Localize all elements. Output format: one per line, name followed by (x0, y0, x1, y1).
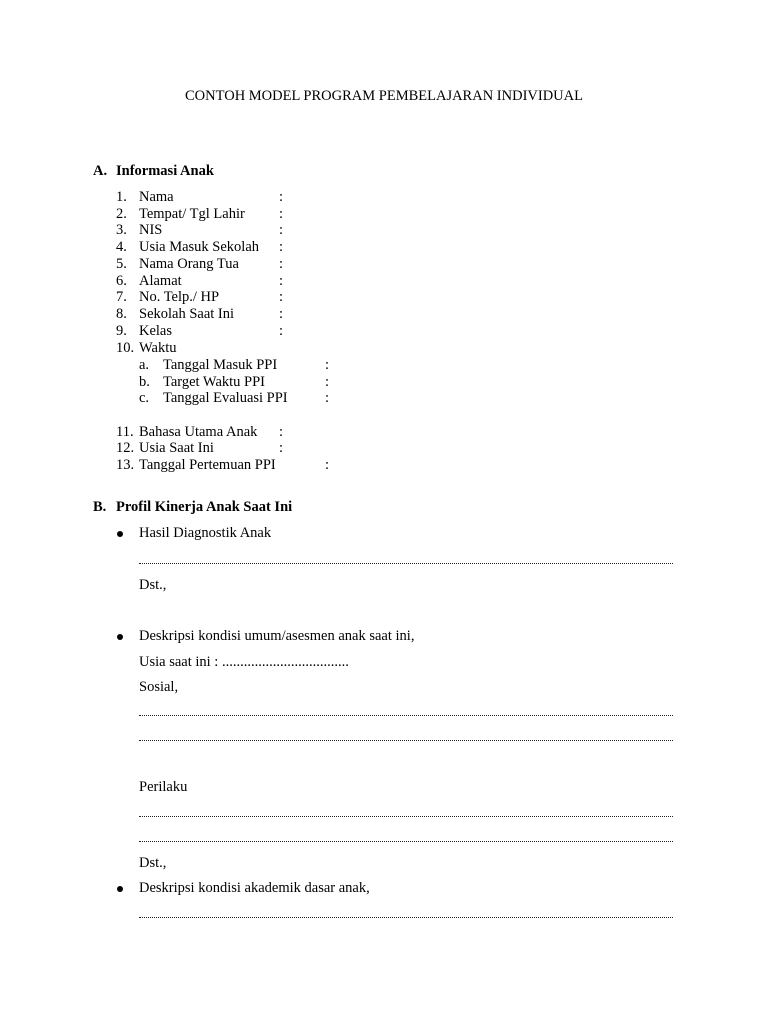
item-number: 5. (116, 256, 127, 272)
item-number: 8. (116, 306, 127, 322)
item-label: Nama Orang Tua (139, 256, 239, 272)
item-colon: : (279, 289, 284, 305)
bullet-icon (117, 634, 123, 640)
dotted-fill-line (139, 917, 673, 918)
item-number: 6. (116, 273, 127, 289)
section-b-heading: Profil Kinerja Anak Saat Ini (116, 499, 293, 515)
sosial-label: Sosial, (139, 679, 179, 695)
bullet-icon (117, 531, 123, 537)
sub-item-colon: : (325, 357, 330, 373)
item-number: 2. (116, 206, 127, 222)
sub-item-letter: c. (139, 390, 150, 406)
item-label: Nama (139, 189, 174, 205)
section-a-heading: Informasi Anak (116, 163, 214, 179)
dotted-fill-line (139, 563, 673, 564)
sub-item-letter: b. (139, 374, 150, 390)
sub-item-label: Tanggal Masuk PPI (163, 357, 278, 373)
item-label: Alamat (139, 273, 182, 289)
sub-item-colon: : (325, 374, 330, 390)
sub-item-label: Tanggal Evaluasi PPI (163, 390, 288, 406)
dst-text: Dst., (139, 855, 167, 871)
document-title: CONTOH MODEL PROGRAM PEMBELAJARAN INDIVIDUAL (185, 88, 583, 104)
item-colon: : (279, 306, 284, 322)
item-label: Waktu (139, 340, 177, 356)
bullet-text: Deskripsi kondisi umum/asesmen anak saat ini, (139, 628, 415, 644)
item-label: NIS (139, 222, 163, 238)
bullet-icon (117, 886, 123, 892)
item-label: Usia Saat Ini (139, 440, 214, 456)
sub-item-letter: a. (139, 357, 150, 373)
usia-label: Usia saat ini : ................................... (139, 654, 349, 670)
item-number: 1. (116, 189, 127, 205)
item-number: 12. (116, 440, 135, 456)
item-number: 11. (116, 424, 134, 440)
item-number: 7. (116, 289, 127, 305)
item-label: Usia Masuk Sekolah (139, 239, 260, 255)
item-label: Bahasa Utama Anak (139, 424, 258, 440)
item-colon: : (279, 424, 284, 440)
dotted-fill-line (139, 740, 673, 741)
section-b-letter: B. (93, 499, 107, 515)
sub-item-colon: : (325, 390, 330, 406)
item-label: No. Telp./ HP (139, 289, 220, 305)
dotted-fill-line (139, 841, 673, 842)
dst-text: Dst., (139, 577, 167, 593)
perilaku-label: Perilaku (139, 779, 188, 795)
item-colon: : (279, 222, 284, 238)
item-label: Tempat/ Tgl Lahir (139, 206, 245, 222)
item-label: Kelas (139, 323, 173, 339)
item-colon: : (279, 323, 284, 339)
bullet-text: Deskripsi kondisi akademik dasar anak, (139, 880, 370, 896)
item-colon: : (279, 273, 284, 289)
item-colon: : (279, 440, 284, 456)
item-label: Sekolah Saat Ini (139, 306, 235, 322)
item-number: 4. (116, 239, 127, 255)
item-number: 9. (116, 323, 127, 339)
item-label: Tanggal Pertemuan PPI (139, 457, 276, 473)
dotted-fill-line (139, 715, 673, 716)
item-colon: : (325, 457, 330, 473)
section-a-letter: A. (93, 163, 108, 179)
item-colon: : (279, 239, 284, 255)
item-number: 10. (116, 340, 135, 356)
item-number: 3. (116, 222, 127, 238)
sub-item-label: Target Waktu PPI (163, 374, 265, 390)
item-colon: : (279, 189, 284, 205)
item-colon: : (279, 256, 284, 272)
bullet-text: Hasil Diagnostik Anak (139, 525, 272, 541)
item-colon: : (279, 206, 284, 222)
dotted-fill-line (139, 816, 673, 817)
item-number: 13. (116, 457, 135, 473)
